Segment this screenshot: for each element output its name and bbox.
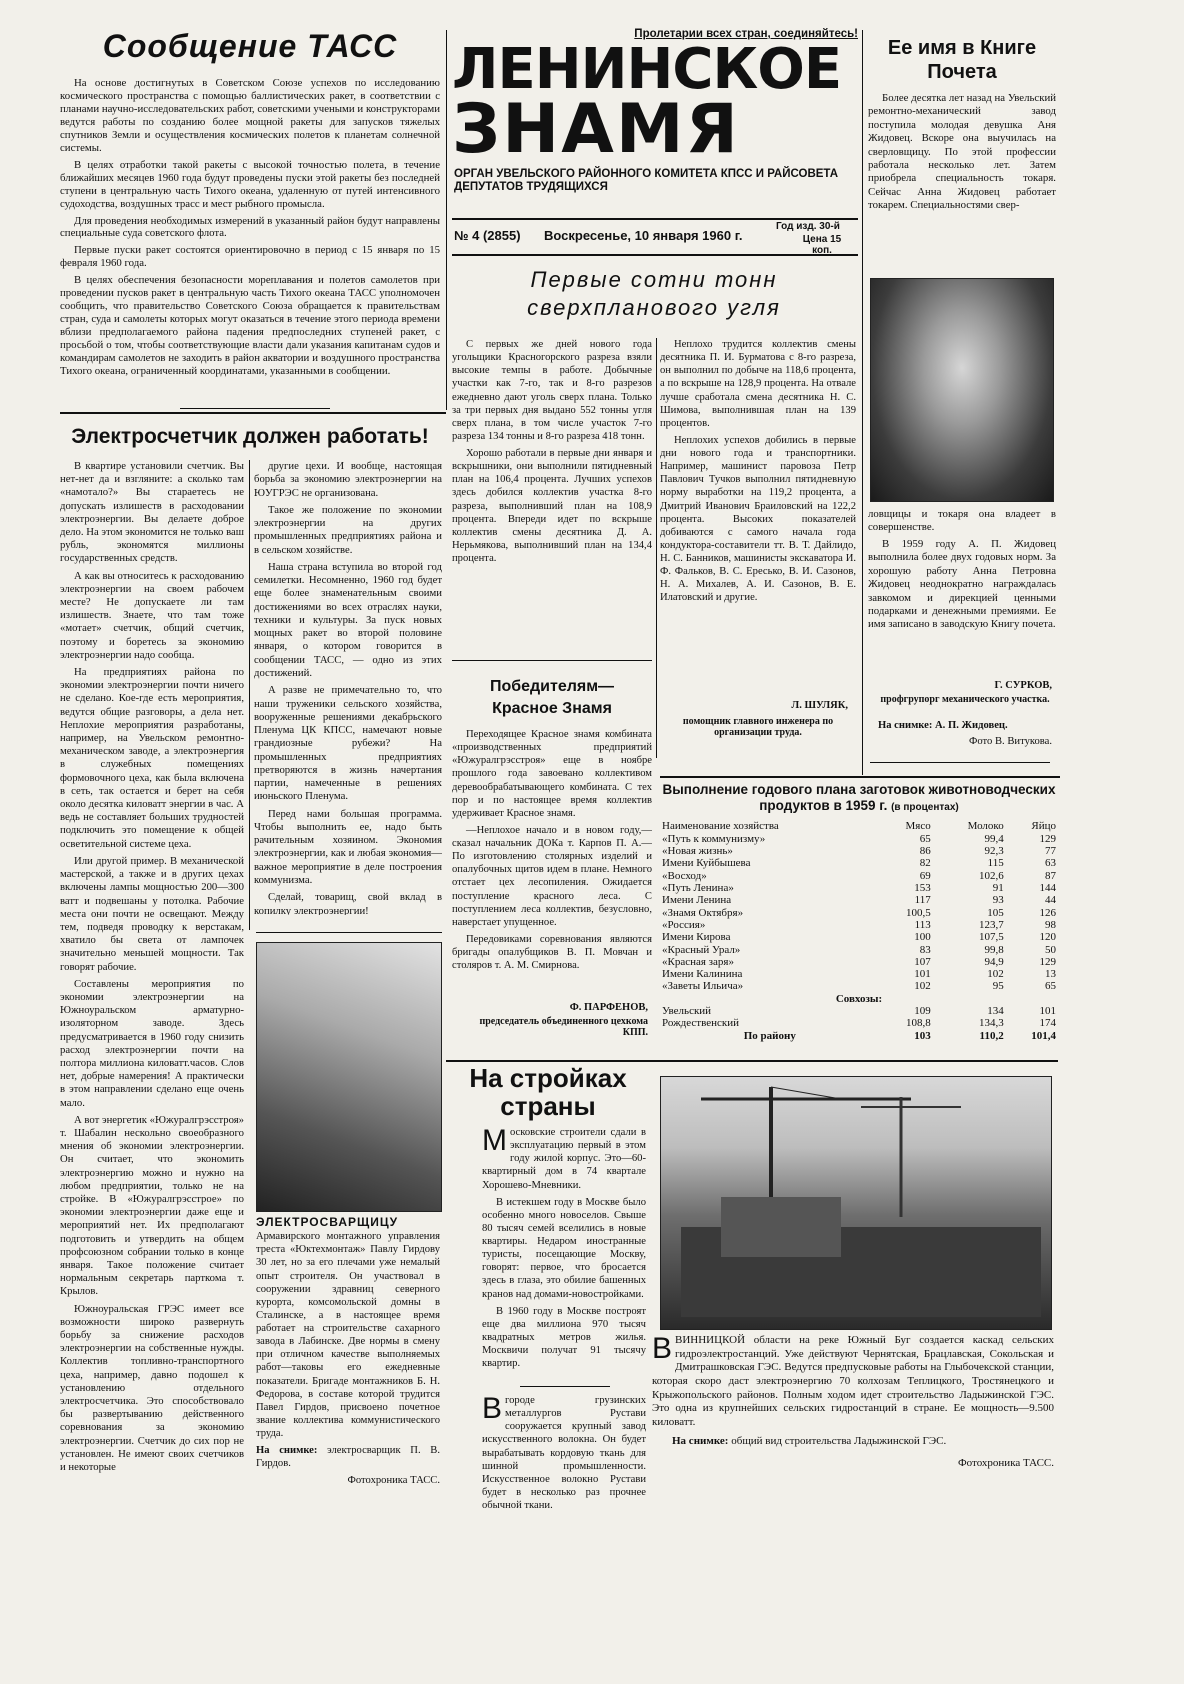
farm-name-cell: «Заветы Ильича» <box>662 980 744 993</box>
value-cell: 115 <box>987 857 1004 870</box>
value-cell: 92,3 <box>984 845 1004 857</box>
value-cell: 101 <box>1039 1005 1056 1018</box>
value-cell: 102,6 <box>978 869 1004 882</box>
masthead-info-bar <box>452 218 858 256</box>
plan-table-row <box>660 820 1058 832</box>
elektro-para: В квартире установили счетчик. Вы нет-нет да и взгляните: а сколько там «намотало?» Вы стараетесь не допускать излишеств в расходовании электроэнергии. Вы делаете доброе дело. На этом экономится не только ваш рубль, экономятся миллионы государственных средств. <box>60 460 244 565</box>
value-cell: 103 <box>914 1029 931 1042</box>
value-cell: 102 <box>914 980 931 993</box>
plan-unit: (в процентах) <box>891 802 959 814</box>
welder-photo <box>256 942 442 1212</box>
column-divider <box>862 30 863 775</box>
plan-table-row <box>660 944 1058 956</box>
stroiki-title-line1: На стройках <box>469 1064 627 1093</box>
value-cell: 101,4 <box>1031 1029 1056 1042</box>
value-cell: 126 <box>1039 906 1056 919</box>
divider <box>256 932 442 933</box>
welder-credit: Фотохроника ТАСС. <box>347 1475 440 1487</box>
value-cell: 87 <box>1045 869 1056 882</box>
value-cell: 109 <box>914 1005 931 1018</box>
farm-name-cell: «Красный Урал» <box>662 943 741 956</box>
tass-para: На основе достигнутых в Советском Союзе успехов по исследованию космического пространства с помощью баллистических ракет, в соответствии с планами научно-исследовательских работ, советскими учеными и конструкторами ведутся работы по созданию более мощной ракеты для запусков тяжелых спутников Земли и осуществления космических полетов к планетам солнечной системы. <box>60 77 440 154</box>
value-cell: 101 <box>914 968 931 981</box>
farm-name-cell: «Россия» <box>662 918 706 931</box>
farm-name-cell: «Красная заря» <box>662 955 734 968</box>
pobeditel-body <box>452 728 652 996</box>
moscow-drop-cap: М <box>482 1126 507 1157</box>
elektro-col1 <box>60 460 244 1634</box>
value-cell: 86 <box>919 845 931 857</box>
vinnitsa-text: ВИННИЦКОЙ области на реке Южный Буг создается каскад сельских гидроэлектростанций. Уже действуют Чернятская, Брацлавская, Сокольская и Дмитрашковская ГЭС. Ведутся предпусковые работы на Глыбочекской станции, которая скоро даст электроэнергию 70 колхозам Теплицкого, Тростянецкого и Крыжопольского районов. Полным ходом идет строительство Ладыжинской ГЭС. Это одна из крупнейших сельских гидростанций в стране. Ее мощность—9.500 киловатт. <box>652 1334 1054 1428</box>
plan-table-row <box>660 968 1058 980</box>
value-cell: 134 <box>987 1005 1004 1018</box>
moscow-para <box>482 1126 646 1192</box>
pobeditel-title: Победителям— Красное Знамя <box>489 678 615 717</box>
value-cell: 82 <box>919 857 931 870</box>
elektro-para: Перед нами большая программа. Чтобы выполнить ее, надо быть рачительным хозяином. Экономия электроэнергии, как и любая экономия—важное мероприятие в деле построения коммунизма. <box>254 807 442 886</box>
elektro-para: А как вы относитесь к расходованию электроэнергии на своем рабочем месте? Не допускаете ли там излишеств. Знаете, что там тоже «мотает» счетчик, общий счетчик, поэтому и боретесь за экономию электроэнергии надо сообща. <box>60 569 244 661</box>
value-cell: Мясо <box>905 820 931 833</box>
plan-table-row <box>660 894 1058 906</box>
elektro-para: А разве не примечательно то, что наши труженики сельского хозяйства, вооруженные решениями декабрьского Пленума ЦК КПСС, намечают новые грандиозные рубежи? На промышленных предприятиях претворяются в жизнь начертания партии, намеченные в решениях июньского Пленума. <box>254 684 442 803</box>
column-divider <box>446 30 447 410</box>
plan-table-row <box>660 870 1058 882</box>
farm-name-cell: «Восход» <box>662 869 707 882</box>
crane-illustration <box>661 1077 1051 1329</box>
value-cell: 110,2 <box>979 1029 1004 1042</box>
pobeditel-para: Передовиками соревнования являются бригады опалубщиков В. П. Мовчан и столяров т. А. М. Смирнова. <box>452 933 652 972</box>
honor-book-text: Более десятка лет назад на Увельский ремонтно-механический завод поступила молодая девушка Аня Жидовец. Вскоре она выучилась на сверловщицу. По этой профессии работала несколько лет. Затем приобрела специальность токаря. Сейчас Анна Жидовец работает токарем. Специальностями свер- <box>868 92 1056 211</box>
farm-name-cell: «Знамя Октября» <box>662 906 744 919</box>
value-cell: Яйцо <box>1031 820 1056 833</box>
masthead-title-line2: ЗНАМЯ <box>452 90 740 169</box>
farm-name-cell: Наименование хозяйства <box>662 820 779 833</box>
value-cell: 123,7 <box>978 918 1004 931</box>
value-cell: 65 <box>919 832 931 845</box>
value-cell: 63 <box>1045 857 1056 870</box>
value-cell: 107 <box>914 955 931 968</box>
farm-name-cell: По району <box>743 1029 796 1042</box>
honor-book-article <box>868 36 1056 776</box>
farm-name-cell: «Новая жизнь» <box>662 845 733 857</box>
pobeditel-para: Переходящее Красное знамя комбината «производственных предприятий «Южуралгрэсстроя» еще в ноябре прошлого года завоевано коллективом деревообрабатывающего комбината. С тех пор и по настоящее время коллектив удерживает Красное знамя. <box>452 729 652 819</box>
value-cell: 102 <box>987 968 1004 981</box>
divider <box>180 408 330 409</box>
welder-article <box>256 1214 440 1594</box>
value-cell: 107,5 <box>978 931 1004 944</box>
masthead-organ: ОРГАН УВЕЛЬСКОГО РАЙОННОГО КОМИТЕТА КПСС И РАЙСОВЕТА ДЕПУТАТОВ ТРУДЯЩИХСЯ <box>454 168 839 193</box>
farm-name-cell: Имени Калинина <box>662 968 743 981</box>
value-cell: 69 <box>919 869 931 882</box>
masthead-title-line1: ЛЕНИНСКОЕ <box>452 37 842 102</box>
plan-title-text: Выполнение годового плана заготовок животноводческих продуктов в 1959 г. <box>662 782 1056 814</box>
value-cell: 120 <box>1039 931 1056 944</box>
plan-table-row <box>660 845 1058 857</box>
tass-para: Для проведения необходимых измерений в указанный район будут направлены специальные суда советского флота. <box>60 214 440 240</box>
value-cell: 13 <box>1045 968 1056 981</box>
tass-title: Сообщение ТАСС <box>102 28 398 64</box>
pobeditel-author: Ф. ПАРФЕНОВ, <box>569 1002 648 1013</box>
value-cell: 108,8 <box>905 1017 931 1030</box>
value-cell: 91 <box>992 881 1004 894</box>
moscow-article <box>482 1126 646 1382</box>
rustavi-para <box>482 1394 646 1512</box>
value-cell: 113 <box>914 918 931 931</box>
divider <box>60 412 446 414</box>
farm-name-cell: Имени Кирова <box>662 931 731 944</box>
divider <box>520 1386 610 1387</box>
elektro-para: другие цехи. И вообще, настоящая борьба за экономию электроэнергии на ЮУГРЭС не организована. <box>254 460 442 499</box>
value-cell: 77 <box>1045 845 1056 857</box>
value-cell: 99,4 <box>984 832 1004 845</box>
plan-table-body <box>660 820 1058 1042</box>
divider <box>452 660 652 661</box>
plan-table-row <box>660 931 1058 943</box>
elektro-para: Наша страна вступила во второй год семилетки. Несомненно, 1960 год будет еще более знаменательным своими достижениями во всех отраслях науки, техники и культуры. За пуск новых мощных ракет во второй половине января, о котором говорится в сообщении ТАСС, — одно из этих достижений. <box>254 560 442 679</box>
coal-para: Неплохих успехов добились в первые дни нового года и транспортники. Например, машинист паровоза Петр Павлович Тучков выполнил пятидневную норму выработки на 119,2 процента, а Дмитрий Иванович Браиловский на 122,2 процента. Высоких показателей добиваются с самого начала года кондуктора-составители тт. В. Т. Дайлидо, Н. С. Банников, машинисты экскаватора И. Ф. Фальков, В. С. Ересько, В. И. Сазонов, Н. А. Михалев, А. И. Сазонов, В. Е. Илатовский и другие. <box>660 434 856 604</box>
value-cell: 105 <box>987 906 1004 919</box>
farm-name-cell: Имени Куйбышева <box>662 857 751 870</box>
value-cell: 100,5 <box>905 906 931 919</box>
coal-title-line2: сверхпланового угля <box>527 295 781 320</box>
elektro-para: Южноуральская ГРЭС имеет все возможности широко развернуть борьбу за снижение расходов электроэнергии на собственные нужды. Коллектив топливно-транспортного цеха, например, давно подошел к установлению отдельного электросчетчика. Это способствовало бы развертыванию действенного соревнования за экономию электроэнергии. Счетчик до сих пор не установлен. Не имеют своих счетчиков и некоторые <box>60 1302 244 1474</box>
welder-caption-text: электросварщик П. В. Гирдов. <box>256 1445 440 1470</box>
value-cell: 95 <box>992 980 1004 993</box>
pobeditel-author-role: председатель объединенного цехкома КПП. <box>479 1016 648 1038</box>
plan-table-row <box>660 919 1058 931</box>
pobeditel-para: —Неплохое начало и в новом году,—сказал начальник ДОКа т. Карпов П. А.— По изготовлению столярных изделий и опалубочных щитов идем в плане. Немного отстает цех лесопиления. Ожидается поступление красного леса. С поступлением леса коллектив, безусловно, наверстает упущенное. <box>452 824 652 928</box>
value-cell: 129 <box>1039 955 1056 968</box>
value-cell: 65 <box>1045 980 1056 993</box>
plan-table-row <box>660 907 1058 919</box>
value-cell: 44 <box>1045 894 1056 907</box>
farm-name-cell: «Путь к коммунизму» <box>662 832 766 845</box>
rustavi-drop-cap: В <box>482 1394 503 1425</box>
elektro-para: А вот энергетик «Южуралгрэсстроя» т. Шабалин нескольно своеобразного мнения об экономии электроэнергии. Он считает, что экономить электроэнергию можно и нужно на любом предприятии, только не на стройке. В «Южуралгрэсстрое» по экономии электроэнергии даже еще и мероприятий нет. Их предполагают подготовить и утвердить на общем профсоюзном собрании только в конце января. Такое положение считает нормальным секретарь парткома т. Крылов. <box>60 1113 244 1298</box>
plan-table-row <box>660 1005 1058 1017</box>
masthead-slogan: Пролетарии всех стран, соединяйтесь! <box>634 28 858 40</box>
price: Цена 15 коп. <box>802 234 842 256</box>
elektro-para: Или другой пример. В механической мастерской, а также и в других цехах включены лампы мощностью 200—300 ватт и подвешаны у потолка. Рабочие места они почти не освещают. Между тем, подведя проводку к верстакам, хватило бы света от лампочек значительно меньшей мощности. Так говорят рабочие. <box>60 854 244 973</box>
honor-book-author: Г. СУРКОВ, <box>994 680 1052 691</box>
elektro-para: Такое же положение по экономии электроэнергии на других промышленных предприятиях района и в сельском хозяйстве. <box>254 503 442 556</box>
vinnitsa-caption-text: общий вид строительства Ладыжинской ГЭС. <box>731 1435 947 1448</box>
rustavi-article <box>482 1394 646 1534</box>
vinnitsa-drop-cap: В <box>652 1334 673 1365</box>
divider <box>870 762 1050 763</box>
honor-book-caption: На снимке: А. П. Жидовец. <box>878 720 1008 731</box>
value-cell: 93 <box>992 894 1004 907</box>
farm-name-cell: Увельский <box>662 1005 712 1018</box>
welder-text-block <box>256 1214 440 1440</box>
plan-table-row <box>660 980 1058 992</box>
coal-author: Л. ШУЛЯК, <box>791 700 848 711</box>
sovhozy-label: Совхозы: <box>835 992 883 1005</box>
masthead <box>452 28 858 258</box>
issue-date: Воскресенье, 10 января 1960 г. <box>544 228 743 243</box>
coal-col2 <box>660 338 856 688</box>
construction-photo <box>660 1076 1052 1330</box>
divider <box>660 776 1060 778</box>
coal-author-role: помощник главного инженера по организации труда. <box>682 716 834 738</box>
value-cell: 134,3 <box>978 1017 1004 1030</box>
plan-title <box>660 782 1058 814</box>
value-cell: 100 <box>914 931 931 944</box>
tass-para: В целях обеспечения безопасности мореплавания и полетов самолетов при проведении пусков ракет в центральную часть Тихого океана ТАСС уполномочен сообщить, что правительство Советского Союза обращается к правительствам стран, суда и самолеты которых могут оказаться в течение этого периода времени вблизи предполагаемого района падения предпоследних ступеней ракет, с просьбой о том, чтобы соответствующие власти дали указания капитанам судов и командирам самолетов не заходить в район акватории и воздушного пространства Тихого океана, ограниченный координатами, указанными в сообщении. <box>60 274 440 378</box>
vinnitsa-credit: Фотохроника ТАСС. <box>957 1457 1054 1469</box>
value-cell: 98 <box>1045 918 1056 931</box>
welder-caption-label: На снимке: <box>256 1445 318 1457</box>
plan-table-block <box>660 782 1058 1056</box>
coal-col1 <box>452 338 652 658</box>
coal-para: Неплохо трудится коллектив смены десятника П. И. Бурматова с 8-го разреза, он выполнил по добыче на 118,6 процента, а по вскрыше на 128,9 процента. На отвале лучше сработала смена десятника Н. С. Шимова, выполнившая план на 139 процентов. <box>660 339 856 429</box>
plan-table-row <box>660 1017 1058 1029</box>
honor-book-text-end: В 1959 году А. П. Жидовец выполнила более двух годовых норм. За хорошую работу Анна Петровна Жидовец неоднократно награждалась завкомом и дирекцией ценными подарками и денежными премиями. Ее имя записано в заводскую Книгу почета. <box>868 538 1056 631</box>
value-cell: 144 <box>1039 881 1056 894</box>
column-divider <box>249 460 250 930</box>
plan-table-row <box>660 956 1058 968</box>
stroiki-title-line2: страны <box>500 1091 596 1121</box>
value-cell: 174 <box>1039 1017 1056 1030</box>
moscow-text: осковские строители сдали в эксплуатацию первый в этом году жилой корпус. Это—60-квартирный дом в 74 квартале Хорошево-Мневники. <box>482 1127 646 1191</box>
elektro-para: Сделай, товарищ, свой вклад в копилку электроэнергии! <box>254 891 442 915</box>
farm-name-cell: Имени Ленина <box>662 894 732 907</box>
welder-text: Армавирского монтажного управления треста «Юктехмонтаж» Павлу Гирдову 30 лет, но за его плечами уже немалый опыт строителя. Он участвовал в сооружении здравниц северного курорта, комсомольской домны в Сталинске, а в настоящее время работает на строительстве сахарного завода в Лабинске. Две нормы в смену при отличном качестве выполняемых работ—таковы его ежедневные показатели. Бригаде монтажников Б. Н. Федорова, в составе которой трудится Павел Гирдов, присвоено почетное звание коллектива коммунистического труда. <box>256 1231 440 1439</box>
moscow-para: В истекшем году в Москве было особенно много новоселов. Свыше 80 тысяч семей вселились в новые квартиры. Недаром иностранные туристы, посещающие Москву, говорят: первое, что бросается здесь в глаза, это обилие башенных кранов над домами-новостройками. <box>482 1196 646 1300</box>
coal-para: Хорошо работали в первые дни января и вскрышники, они выполнили пятидневный план на 106,4 процента. Лучших успехов здесь добился коллектив участка 8-го разреза, выполнивший план на 108,9 процента. Впереди идет по вскрыше коллектив смены десятника Д. А. Нерьмякова, выполнивший план на 134,4 процента. <box>452 448 652 564</box>
tass-para: В целях отработки такой ракеты с высокой точностью полета, в течение ближайших месяцев 1960 года будут проведены пуски этой ракеты без последней ступени в центральную часть Тихого океана, удаленную от путей интенсивного судоходства, воздушных трасс и мест рыбного промысла. <box>60 158 440 210</box>
plan-table-row <box>660 1030 1058 1042</box>
elektro-col2 <box>254 460 442 915</box>
value-cell: 129 <box>1039 832 1056 845</box>
value-cell: 153 <box>914 881 931 894</box>
plan-table-section-row <box>660 993 1058 1005</box>
year-of-issue: Год изд. 30-й <box>776 221 840 232</box>
value-cell: 50 <box>1045 943 1056 956</box>
farm-name-cell: «Путь Ленина» <box>662 881 734 894</box>
tass-para: Первые пуски ракет состоятся ориентировочно в период с 15 января по 15 февраля 1960 года. <box>60 244 440 270</box>
farm-name-cell: Рождественский <box>662 1017 740 1030</box>
rustavi-text: городе грузинских металлургов Рустави сооружается крупный завод искусственного волокна. Он будет вырабатывать кордовую ткань для шинной промышленности. Искусственное волокно Рустави будет в несколько раз прочнее обычной ткани. <box>482 1395 646 1511</box>
vinnitsa-caption-label: На снимке: <box>672 1435 729 1448</box>
tass-body <box>60 77 440 378</box>
coal-title-line1: Первые сотни тонн <box>530 267 778 292</box>
honor-book-photo-credit: Фото В. Витукова. <box>969 736 1052 747</box>
plan-table-row <box>660 857 1058 869</box>
column-divider <box>656 338 657 758</box>
vinnitsa-article <box>652 1334 1054 1498</box>
issue-number: № 4 (2855) <box>454 228 521 243</box>
coal-para: С первых же дней нового года угольщики Красногорского разреза взяли высокие темпы в работе. Добычные участки как 7-го, так и 8-го разрезов ежедневно дают уголь сверх плана. Только за три первых дня выдано 552 тонны угля сверх плана, в том числе участок 7-го разреза 134 тонны и 8-го разреза 418 тонн. <box>452 339 652 442</box>
elektro-para: На предприятиях района по экономии электроэнергии почти ничего не сделано. Кое-где есть мероприятия, ведутся общие разговоры, а дела нет. Неплохие мероприятия разработаны, например, на Увельском ремонтно-механическом заводе, а электроэнергия в служебных помещениях формовочного цеха, как была включена в сеть, так остается и берет на себя около десятка киловатт энергии в час. А ведь не составляет больших трудностей подключить это помещение к общей осветительной системе цеха. <box>60 666 244 850</box>
vinnitsa-para <box>652 1334 1054 1429</box>
value-cell: 94,9 <box>984 955 1004 968</box>
plan-table <box>660 820 1058 1042</box>
elektro-title: Электросчетчик должен работать! <box>71 425 429 448</box>
honor-book-text-cont: ловщицы и токаря она владеет в совершенстве. <box>868 508 1056 534</box>
value-cell: 83 <box>919 943 931 956</box>
moscow-para: В 1960 году в Москве построят еще два миллиона 970 тысяч квадратных метров жилья. Москвичи получат 91 тысячу квартир. <box>482 1305 646 1370</box>
welder-caption <box>256 1444 440 1470</box>
vinnitsa-caption <box>652 1435 1054 1449</box>
honor-book-author-role: профгрупорг механического участка. <box>880 694 1050 705</box>
plan-table-row <box>660 833 1058 845</box>
plan-table-row <box>660 882 1058 894</box>
portrait-photo <box>870 278 1054 502</box>
divider <box>446 1060 1058 1062</box>
welder-heading: ЭЛЕКТРОСВАРЩИЦУ <box>256 1215 399 1229</box>
value-cell: 99,8 <box>984 943 1004 956</box>
value-cell: 117 <box>914 894 931 907</box>
stroiki-title <box>448 1064 648 1122</box>
tass-article <box>60 22 440 402</box>
value-cell: Молоко <box>967 820 1004 833</box>
elektro-para: Составлены мероприятия по экономии электроэнергии на Южноуральском арматурно-изоляторном заводе. Здесь предусматривается в 1960 году снизить расход электроэнергии почти на полтора миллиона киловатт.часов. Слов нет, добрые намерения! А практически в этом направлении сделано еще очень мало. <box>60 977 244 1109</box>
honor-book-title: Ее имя в Книге Почета <box>887 37 1037 83</box>
coal-title <box>452 266 856 328</box>
